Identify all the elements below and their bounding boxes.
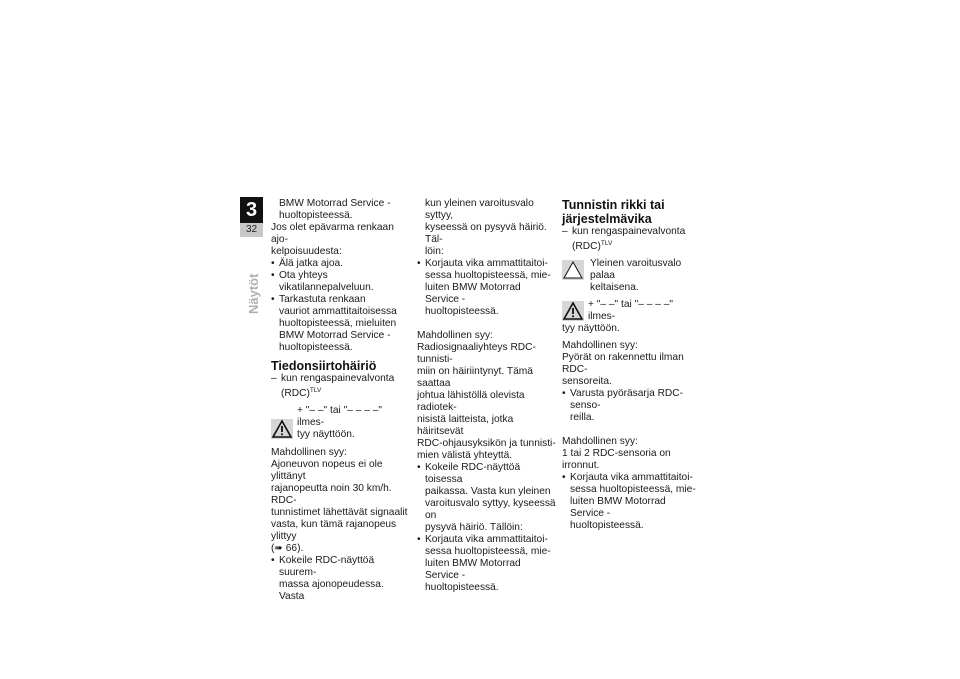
- section-heading: Tiedonsiirtohäiriö: [271, 359, 377, 373]
- page-number: 32: [240, 223, 263, 237]
- list-item: • Kokeile RDC-näyttöä toisessa paikassa. Vasta kun yleinen varoitusvalo syttyy, kyseessä on pysyvä häiriö. Tällöin:: [417, 462, 557, 534]
- paragraph: Jos olet epävarma renkaan ajo-: [271, 222, 394, 245]
- list-item: • Varusta pyöräsarja RDC-senso- reilla.: [562, 388, 702, 424]
- cause-label: Mahdollinen syy:: [562, 340, 638, 351]
- list-item: • Älä jatka ajoa.: [271, 258, 411, 270]
- column-3: Tunnistin rikki tai järjestelmävika – kun rengaspainevalvonta (RDC)$^{TLV}$ Yleinen varoitusvalo palaa keltaisena. + "– –" tai "– – – –" ilmes- tyy näyttöön. Mahdollinen syy: Pyörät on rakennettu ilman RDC- sensoreita. • Varusta pyöräsarja RDC-senso- reilla. Mahdollinen syy: 1 tai 2 RDC-sensoria on irronnut. • Korjauta vika ammattitaitoi- sessa huoltopisteessä, mie- luiten BMW Motorrad Service - huoltopisteessä.: [562, 198, 702, 532]
- list-item: • Kokeile RDC-näyttöä suurem- massa ajonopeudessa. Vasta: [271, 555, 411, 603]
- warning-triangle-icon: [562, 301, 584, 321]
- warning-triangle-icon: [562, 260, 584, 280]
- warning-triangle-icon: [271, 419, 293, 439]
- paragraph: Radiosignaaliyhteys RDC-tunnisti- miin on häiriintynyt. Tämä saattaa johtua lähistöllä olevista radiotek- nisistä laitteista, jotka häiritsevät RDC-ohjausyksikön ja tunnisti- mien välistä yhteyttä.: [417, 342, 556, 461]
- warning-block: Yleinen varoitusvalo palaa keltaisena.: [562, 258, 702, 294]
- warning-block: + "– –" tai "– – – –" ilmes- tyy näyttöön.: [271, 405, 411, 447]
- chapter-title: Näytöt: [246, 273, 261, 314]
- paragraph: BMW Motorrad Service - huoltopisteessä.: [279, 198, 391, 221]
- list-item: • Korjauta vika ammattitaitoi- sessa huoltopisteessä, mie- luiten BMW Motorrad Service - huoltopisteessä.: [417, 258, 557, 318]
- list-item: • Tarkastuta renkaan vauriot ammattitaitoisessa huoltopisteessä, mieluiten BMW Motorrad Service - huoltopisteessä.: [271, 294, 411, 354]
- list-item: • Korjauta vika ammattitaitoi- sessa huoltopisteessä, mie- luiten BMW Motorrad Service - huoltopisteessä.: [417, 534, 557, 594]
- cause-label: Mahdollinen syy:: [417, 330, 493, 341]
- cause-label: Mahdollinen syy:: [562, 436, 638, 447]
- condition-item: – kun rengaspainevalvonta (RDC)$^{TLV}$: [562, 226, 702, 253]
- list-item: • Korjauta vika ammattitaitoi- sessa huoltopisteessä, mie- luiten BMW Motorrad Service - huoltopisteessä.: [562, 472, 702, 532]
- column-1: BMW Motorrad Service - huoltopisteessä. Jos olet epävarma renkaan ajo- kelpoisuudesta: • Älä jatka ajoa. • Ota yhteys vikatilannepalveluun. • Tarkastuta renkaan vauriot ammattitaitoisessa huoltopisteessä, mieluiten BMW Motorrad Service - huoltopisteessä. Tiedonsiirtohäiriö – kun rengaspainevalvonta (RDC)$^{TLV}$ + "– –" tai "– – – –" ilmes- tyy näyttöön. Mahdollinen syy: Ajoneuvon nopeus ei ole ylittänyt rajanopeutta noin 30 km/h. RDC- tunnistimet lähettävät signaalit vasta, kun tämä rajanopeus ylittyy (➠ 66). • Kokeile RDC-näyttöä suurem- massa ajonopeudessa. Vasta: [271, 198, 411, 603]
- chapter-number: 3: [240, 197, 263, 223]
- condition-item: – kun rengaspainevalvonta (RDC)$^{TLV}$: [271, 373, 411, 400]
- section-heading: Tunnistin rikki tai järjestelmävika: [562, 198, 665, 226]
- cause-label: Mahdollinen syy:: [271, 447, 347, 458]
- paragraph: kun yleinen varoitusvalo syttyy, kyseessä on pysyvä häiriö. Täl- löin:: [425, 198, 547, 257]
- column-2: [417, 198, 557, 594]
- warning-block: + "– –" tai "– – – –" ilmes- tyy näyttöön.: [562, 299, 673, 334]
- list-item: • Ota yhteys vikatilannepalveluun.: [271, 270, 411, 294]
- paragraph: Ajoneuvon nopeus ei ole ylittänyt rajanopeutta noin 30 km/h. RDC- tunnistimet lähettävät signaalit vasta, kun tämä rajanopeus ylittyy (➠ 66).: [271, 459, 408, 554]
